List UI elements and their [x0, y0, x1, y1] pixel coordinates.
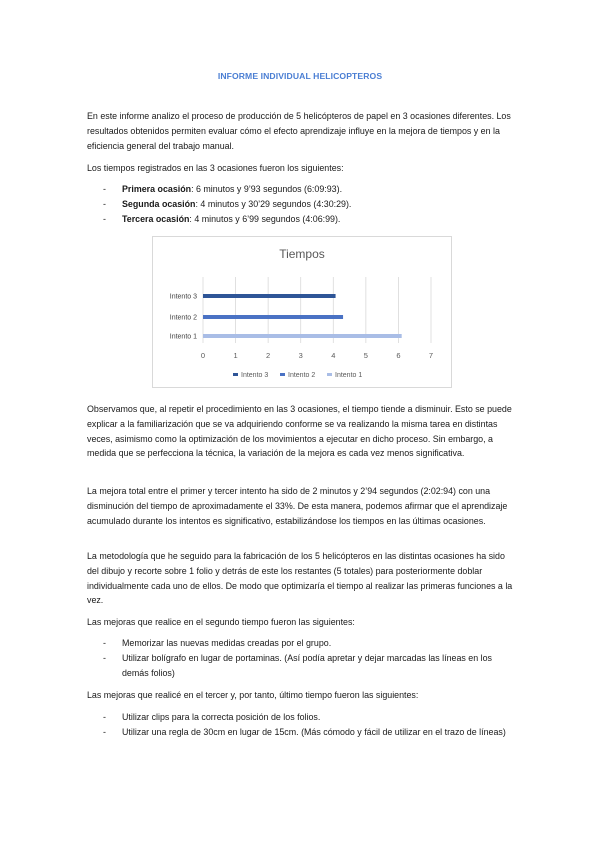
time-value: : 6 minutos y 9’93 segundos (6:09:93). [191, 184, 343, 194]
dash-marker: - [103, 184, 106, 194]
improvement-text: Utilizar clips para la correcta posición de los folios. [122, 712, 321, 722]
chart-category-label: Intento 3 [169, 293, 197, 301]
times-intro: Los tiempos registrados en las 3 ocasiones fueron los siguientes: [87, 163, 344, 173]
chart-bar [203, 334, 402, 338]
chart-x-tick-label: 4 [331, 351, 336, 360]
chart-x-tick-label: 7 [428, 351, 434, 360]
dash-marker: - [103, 199, 106, 209]
dash-marker: - [103, 638, 106, 648]
third-improvement-1 [103, 710, 517, 725]
chart-legend-label: Intento 3 [241, 372, 269, 379]
improvement-text: Utilizar bolígrafo en lugar de portaminas. (Así podía apretar y dejar marcadas las líneas en los demás folios) [122, 653, 492, 678]
time-value: : 4 minutos y 6’99 segundos (4:06:99). [189, 214, 341, 224]
intro-paragraph: En este informe analizo el proceso de producción de 5 helicópteros de papel en 3 ocasiones diferentes. Los resultados obtenidos permiten evaluar cómo el efecto aprendizaje influye en la mejora de tiempos y en la eficiencia general del trabajo manual. [87, 111, 511, 151]
time-item-2 [103, 197, 517, 212]
observation-paragraph: Observamos que, al repetir el procedimiento en las 3 ocasiones, el tiempo tiende a disminuir. Esto se puede explicar a la familiarización que se va adquiriendo conforme se va realizando la misma tarea en distintas veces, asimismo como la optimización de los movimientos a ejecutar en dicho proceso. Sin embargo, a medida que se perfecciona la técnica, la variación de la mejora es cada vez menos significativa. [87, 404, 512, 459]
dash-marker: - [103, 712, 106, 722]
chart-legend-swatch [233, 373, 238, 376]
chart-bar [203, 294, 336, 298]
time-label: Tercera ocasión [122, 214, 190, 224]
chart-x-tick-label: 3 [298, 351, 303, 360]
chart-title: Tiempos [279, 247, 325, 261]
chart-x-tick-label: 6 [396, 351, 401, 360]
time-item-1 [103, 182, 517, 197]
chart-legend-swatch [327, 373, 332, 376]
time-value: : 4 minutos y 30’29 segundos (4:30:29). [195, 199, 352, 209]
chart-x-tick-label: 0 [200, 351, 206, 360]
second-improvements-intro: Las mejoras que realice en el segundo tiempo fueron las siguientes: [87, 617, 355, 627]
improvement-paragraph: La mejora total entre el primer y tercer intento ha sido de 2 minutos y 2’94 segundos (2:02:94) con una disminución del tiempo de aproximadamente el 33%. De esta manera, podemos afirmar que el aprendizaje acumulado durante los intentos es significativo, estabilizándose los tiempos en las últimas ocasiones. [87, 486, 508, 526]
chart-category-label: Intento 1 [169, 333, 197, 341]
second-improvement-2 [103, 651, 517, 681]
chart-x-tick-label: 2 [266, 351, 271, 360]
chart-legend-label: Intento 1 [335, 372, 363, 379]
chart-svg [153, 237, 451, 387]
time-label: Primera ocasión [122, 184, 192, 194]
report-title: INFORME INDIVIDUAL HELICOPTEROS [217, 71, 383, 81]
second-improvement-1 [103, 636, 517, 651]
chart-x-tick-label: 1 [233, 351, 238, 360]
times-chart [152, 236, 452, 388]
chart-category-label: Intento 2 [169, 314, 197, 322]
time-item-3 [103, 212, 517, 227]
chart-legend-label: Intento 2 [288, 372, 316, 379]
chart-legend-swatch [280, 373, 285, 376]
chart-x-tick-label: 5 [363, 351, 368, 360]
dash-marker: - [103, 214, 106, 224]
third-improvements-intro: Las mejoras que realicé en el tercer y, por tanto, último tiempo fueron las siguientes: [87, 690, 419, 700]
third-improvement-2 [103, 725, 517, 740]
improvement-text: Memorizar las nuevas medidas creadas por el grupo. [122, 638, 332, 648]
dash-marker: - [103, 653, 106, 663]
chart-bar [203, 315, 343, 319]
improvement-text: Utilizar una regla de 30cm en lugar de 15cm. (Más cómodo y fácil de utilizar en el trazo de líneas) [122, 727, 506, 737]
time-label: Segunda ocasión [122, 199, 196, 209]
methodology-paragraph: La metodología que he seguido para la fabricación de los 5 helicópteros en las distintas ocasiones ha sido del dibujo y recorte sobre 1 folio y detrás de este los restantes (5 totales) para posteriormente doblar individualmente cada uno de ellos. De modo que optimizaría el tiempo al realizar las primeras funciones a la vez. [87, 551, 513, 606]
dash-marker: - [103, 727, 106, 737]
